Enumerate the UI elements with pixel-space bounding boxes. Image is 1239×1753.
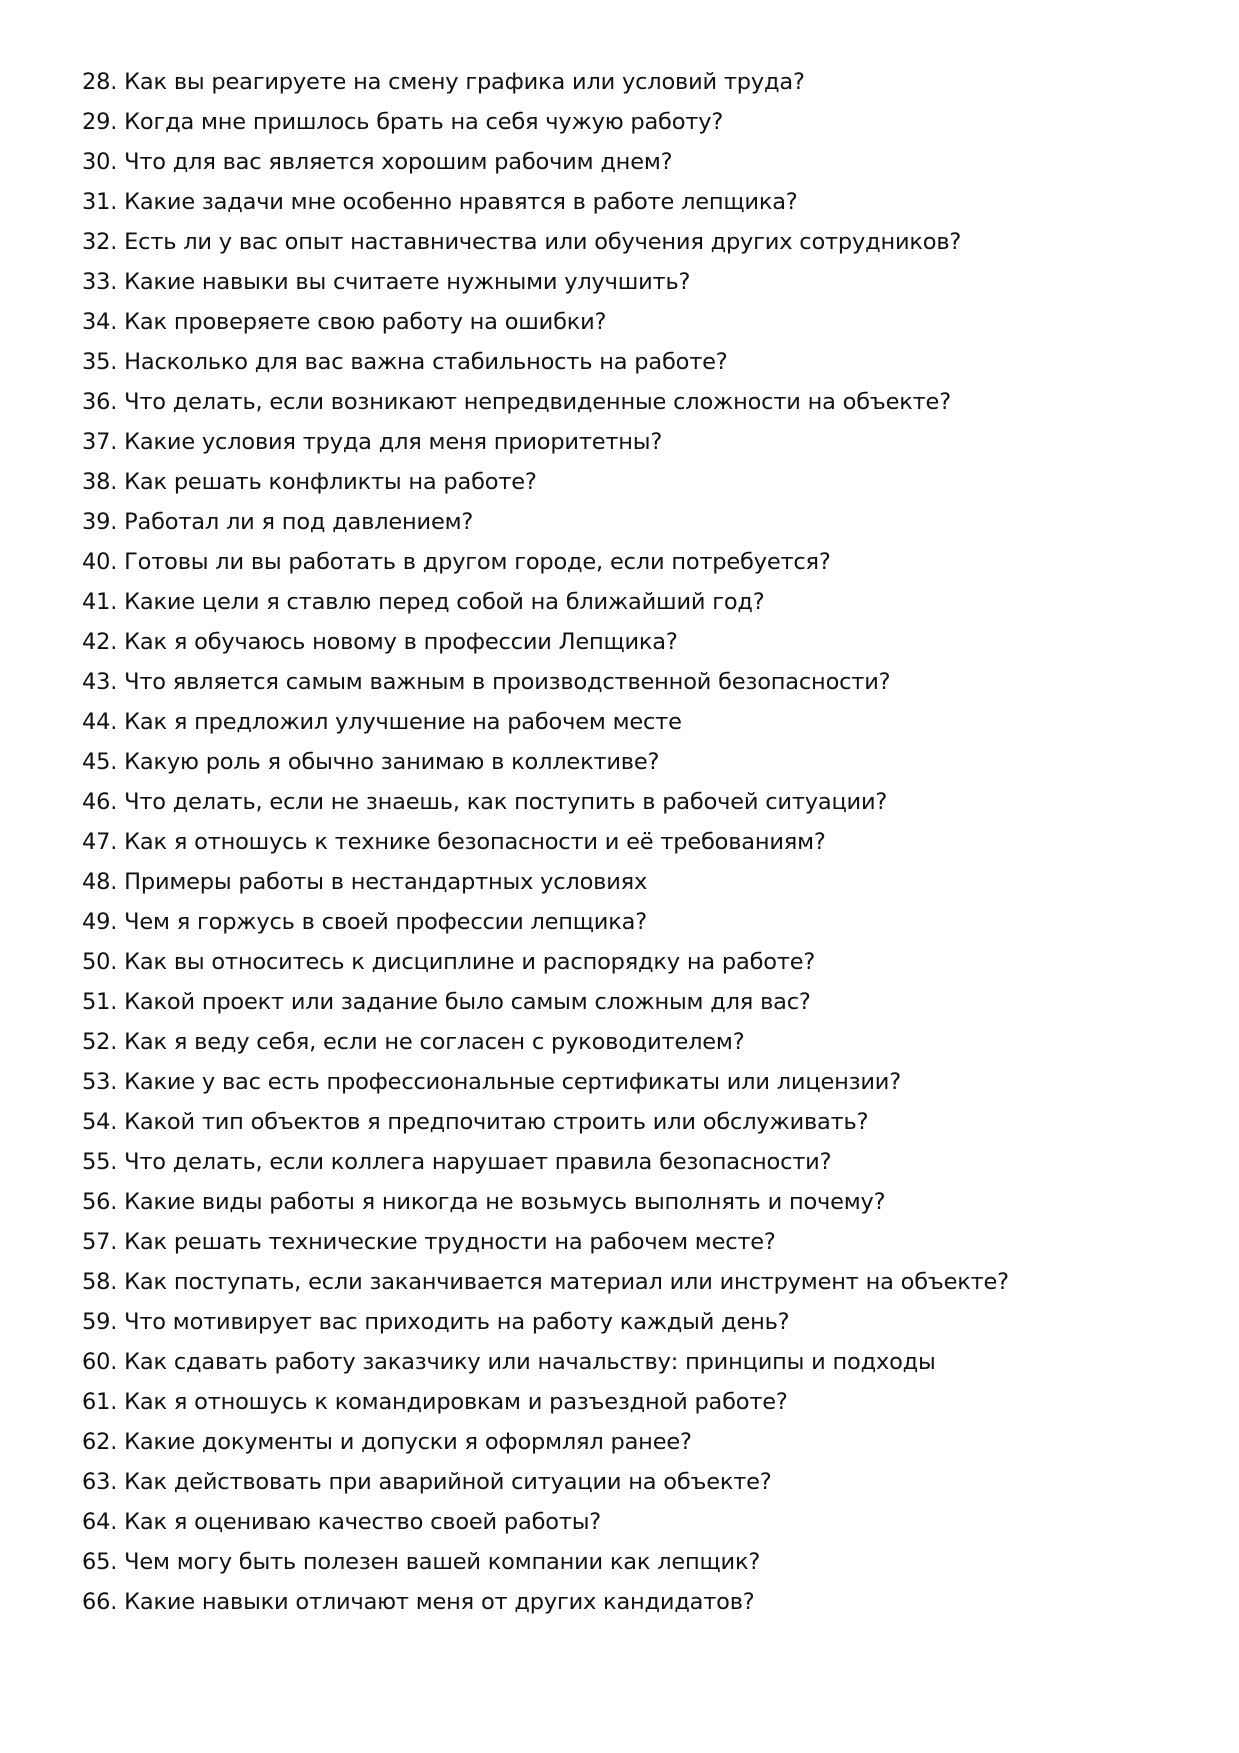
question-text: Какие виды работы я никогда не возьмусь выполнять и почему? <box>124 1189 886 1215</box>
question-number: 37. <box>82 429 118 455</box>
question-number: 36. <box>82 389 118 415</box>
question-text: Как решать технические трудности на рабочем месте? <box>124 1229 776 1255</box>
question-number: 41. <box>82 589 118 615</box>
list-item <box>82 1062 1009 1102</box>
list-item <box>82 262 1009 302</box>
question-text: Чем могу быть полезен вашей компании как лепщик? <box>124 1549 761 1575</box>
list-item <box>82 862 1009 902</box>
question-list <box>82 62 1009 1622</box>
question-number: 62. <box>82 1429 118 1455</box>
list-item <box>82 942 1009 982</box>
question-text: Как я оцениваю качество своей работы? <box>124 1509 602 1535</box>
question-text: Как вы реагируете на смену графика или условий труда? <box>124 69 805 95</box>
question-number: 55. <box>82 1149 118 1175</box>
list-item <box>82 182 1009 222</box>
question-number: 32. <box>82 229 118 255</box>
question-number: 35. <box>82 349 118 375</box>
list-item <box>82 1342 1009 1382</box>
list-item <box>82 422 1009 462</box>
question-number: 51. <box>82 989 118 1015</box>
question-number: 57. <box>82 1229 118 1255</box>
question-number: 53. <box>82 1069 118 1095</box>
question-number: 40. <box>82 549 118 575</box>
question-number: 43. <box>82 669 118 695</box>
list-item <box>82 1382 1009 1422</box>
list-item <box>82 1182 1009 1222</box>
question-text: Какие у вас есть профессиональные сертификаты или лицензии? <box>124 1069 901 1095</box>
question-text: Какой проект или задание было самым сложным для вас? <box>124 989 811 1015</box>
list-item <box>82 1022 1009 1062</box>
list-item <box>82 982 1009 1022</box>
list-item <box>82 822 1009 862</box>
question-number: 52. <box>82 1029 118 1055</box>
list-item <box>82 102 1009 142</box>
list-item <box>82 542 1009 582</box>
list-item <box>82 622 1009 662</box>
question-number: 59. <box>82 1309 118 1335</box>
question-number: 46. <box>82 789 118 815</box>
question-number: 61. <box>82 1389 118 1415</box>
question-text: Какой тип объектов я предпочитаю строить или обслуживать? <box>124 1109 869 1135</box>
list-item <box>82 1542 1009 1582</box>
list-item <box>82 742 1009 782</box>
question-number: 66. <box>82 1589 118 1615</box>
question-text: Как сдавать работу заказчику или начальству: принципы и подходы <box>124 1349 936 1375</box>
question-text: Какие навыки отличают меня от других кандидатов? <box>124 1589 755 1615</box>
question-text: Как действовать при аварийной ситуации на объекте? <box>124 1469 772 1495</box>
question-text: Как решать конфликты на работе? <box>124 469 537 495</box>
question-number: 58. <box>82 1269 118 1295</box>
question-text: Когда мне пришлось брать на себя чужую работу? <box>124 109 724 135</box>
question-text: Какие задачи мне особенно нравятся в работе лепщика? <box>124 189 798 215</box>
question-number: 39. <box>82 509 118 535</box>
question-number: 50. <box>82 949 118 975</box>
question-number: 30. <box>82 149 118 175</box>
question-number: 65. <box>82 1549 118 1575</box>
question-text: Работал ли я под давлением? <box>124 509 474 535</box>
question-text: Как я отношусь к командировкам и разъездной работе? <box>124 1389 788 1415</box>
list-item <box>82 382 1009 422</box>
question-number: 34. <box>82 309 118 335</box>
list-item <box>82 302 1009 342</box>
list-item <box>82 702 1009 742</box>
question-text: Что делать, если возникают непредвиденные сложности на объекте? <box>124 389 951 415</box>
question-text: Как я предложил улучшение на рабочем месте <box>124 709 682 735</box>
question-text: Есть ли у вас опыт наставничества или обучения других сотрудников? <box>124 229 962 255</box>
list-item <box>82 502 1009 542</box>
question-text: Готовы ли вы работать в другом городе, если потребуется? <box>124 549 831 575</box>
question-number: 45. <box>82 749 118 775</box>
list-item <box>82 462 1009 502</box>
question-text: Что делать, если коллега нарушает правила безопасности? <box>124 1149 832 1175</box>
list-item <box>82 1262 1009 1302</box>
question-number: 64. <box>82 1509 118 1535</box>
question-text: Что является самым важным в производственной безопасности? <box>124 669 891 695</box>
question-number: 49. <box>82 909 118 935</box>
list-item <box>82 582 1009 622</box>
question-number: 28. <box>82 69 118 95</box>
question-number: 47. <box>82 829 118 855</box>
question-number: 42. <box>82 629 118 655</box>
question-number: 31. <box>82 189 118 215</box>
list-item <box>82 1422 1009 1462</box>
question-text: Какие условия труда для меня приоритетны? <box>124 429 663 455</box>
question-text: Как поступать, если заканчивается материал или инструмент на объекте? <box>124 1269 1009 1295</box>
question-text: Как проверяете свою работу на ошибки? <box>124 309 607 335</box>
question-number: 63. <box>82 1469 118 1495</box>
list-item <box>82 902 1009 942</box>
question-number: 48. <box>82 869 118 895</box>
question-text: Какие документы и допуски я оформлял ранее? <box>124 1429 692 1455</box>
question-text: Что для вас является хорошим рабочим днем? <box>124 149 673 175</box>
question-text: Как я обучаюсь новому в профессии Лепщика? <box>124 629 678 655</box>
list-item <box>82 222 1009 262</box>
list-item <box>82 662 1009 702</box>
question-text: Примеры работы в нестандартных условиях <box>124 869 648 895</box>
question-number: 60. <box>82 1349 118 1375</box>
question-number: 29. <box>82 109 118 135</box>
question-text: Какие навыки вы считаете нужными улучшить? <box>124 269 691 295</box>
question-text: Какие цели я ставлю перед собой на ближайший год? <box>124 589 765 615</box>
list-item <box>82 1222 1009 1262</box>
question-text: Что мотивирует вас приходить на работу каждый день? <box>124 1309 790 1335</box>
question-text: Как я веду себя, если не согласен с руководителем? <box>124 1029 745 1055</box>
question-text: Как вы относитесь к дисциплине и распорядку на работе? <box>124 949 816 975</box>
question-number: 33. <box>82 269 118 295</box>
list-item <box>82 342 1009 382</box>
question-text: Насколько для вас важна стабильность на работе? <box>124 349 728 375</box>
list-item <box>82 1582 1009 1622</box>
list-item <box>82 1302 1009 1342</box>
question-text: Чем я горжусь в своей профессии лепщика? <box>124 909 647 935</box>
question-number: 38. <box>82 469 118 495</box>
list-item <box>82 1462 1009 1502</box>
question-number: 56. <box>82 1189 118 1215</box>
list-item <box>82 782 1009 822</box>
list-item <box>82 1102 1009 1142</box>
list-item <box>82 1142 1009 1182</box>
question-number: 44. <box>82 709 118 735</box>
question-text: Какую роль я обычно занимаю в коллективе? <box>124 749 660 775</box>
question-number: 54. <box>82 1109 118 1135</box>
question-text: Как я отношусь к технике безопасности и её требованиям? <box>124 829 826 855</box>
list-item <box>82 62 1009 102</box>
list-item <box>82 1502 1009 1542</box>
question-text: Что делать, если не знаешь, как поступить в рабочей ситуации? <box>124 789 888 815</box>
list-item <box>82 142 1009 182</box>
